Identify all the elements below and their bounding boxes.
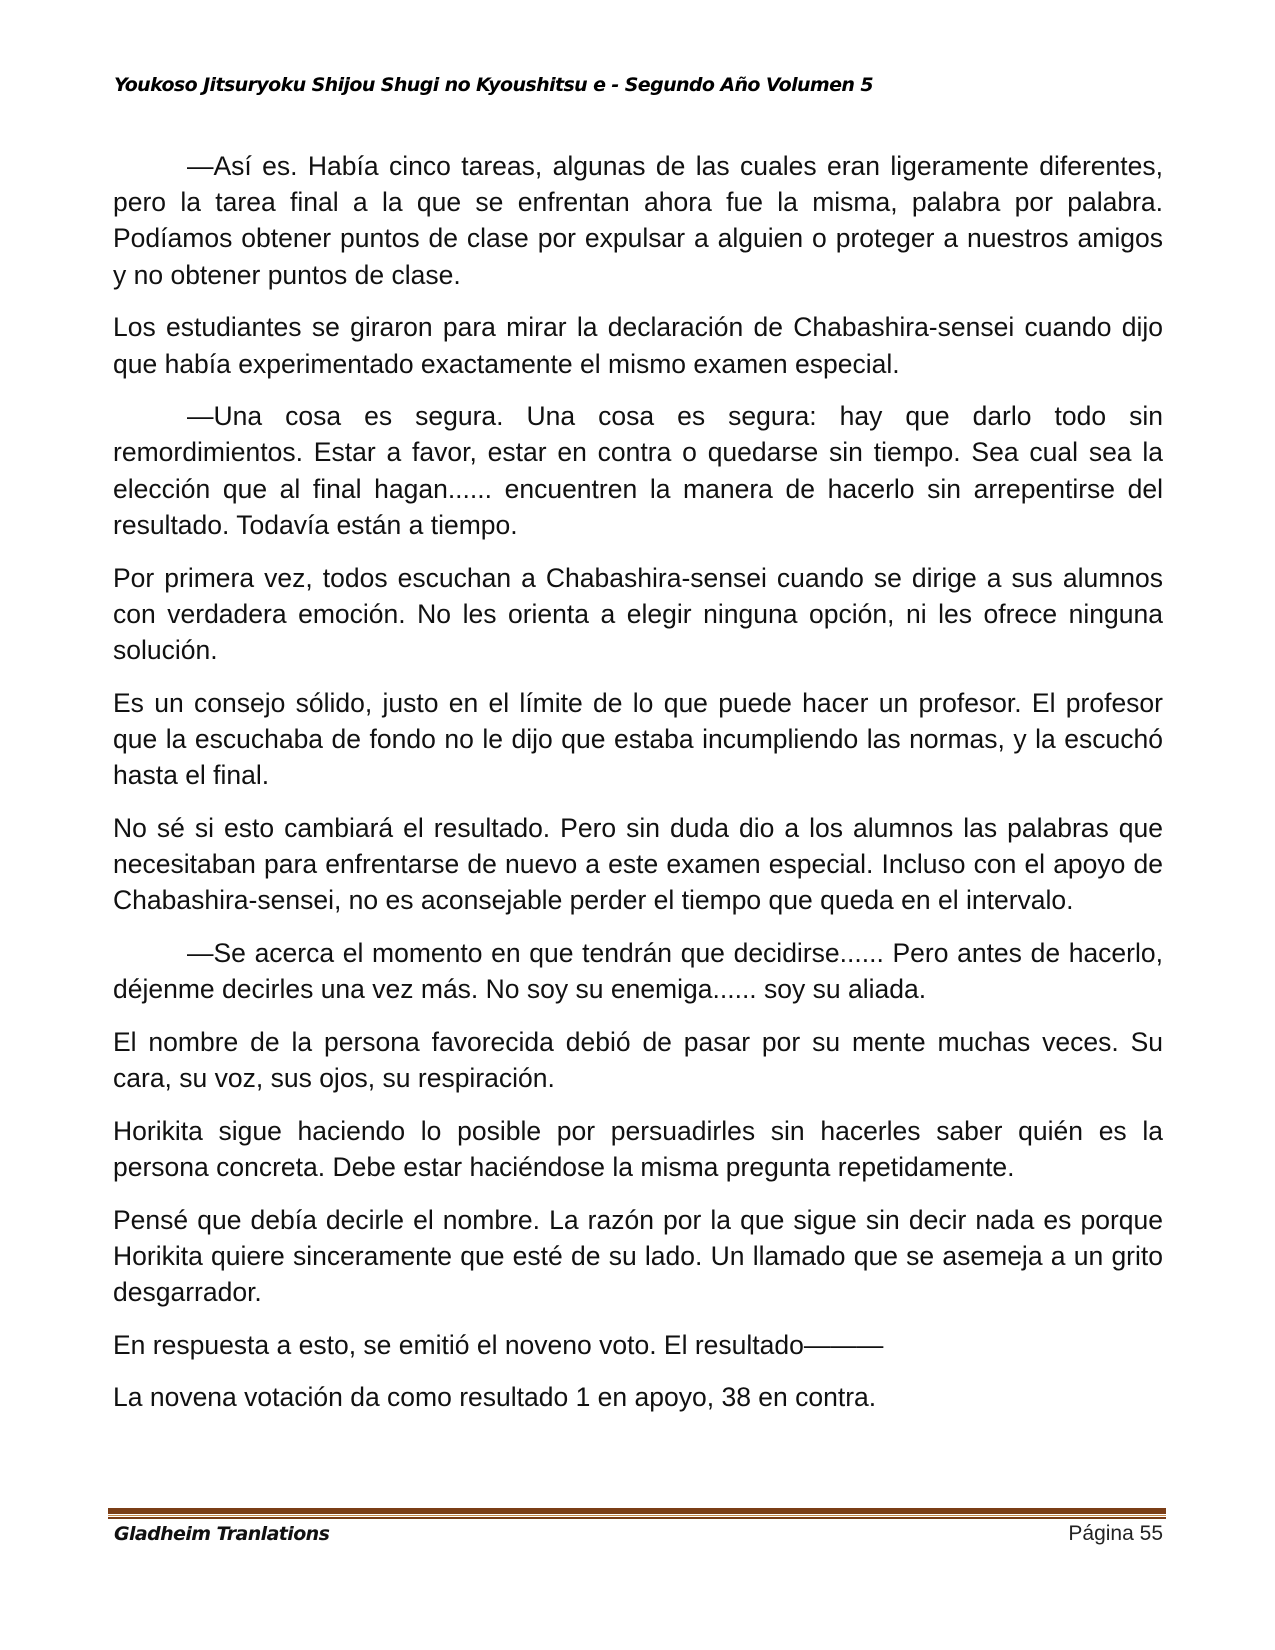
paragraph: Los estudiantes se giraron para mirar la declaración de Chabashira-sensei cuando dijo que había experimentado exactamente el mismo examen especial. <box>113 312 1163 379</box>
page-number-value: 55 <box>1139 1522 1163 1545</box>
paragraph: Es un consejo sólido, justo en el límite de lo que puede hacer un profesor. El profesor que la escuchaba de fondo no le dijo que estaba incumpliendo las normas, y la escuchó hasta el final. <box>113 687 1163 791</box>
paragraph: —Se acerca el momento en que tendrán que decidirse...... Pero antes de hacerlo, déjenme decirles una vez más. No soy su enemiga...... soy su aliada. <box>113 937 1163 1005</box>
paragraph: —Así es. Había cinco tareas, algunas de las cuales eran ligeramente diferentes, pero la tarea final a la que se enfrentan ahora fue la misma, palabra por palabra. Podíamos obtener puntos de clase por expulsar a alguien o proteger a nuestros amigos y no obtener puntos de clase. <box>113 151 1163 290</box>
page-label: Página <box>1068 1522 1134 1545</box>
page-body <box>113 148 1163 1432</box>
paragraph: El nombre de la persona favorecida debió de pasar por su mente muchas veces. Su cara, su voz, sus ojos, su respiración. <box>113 1026 1163 1093</box>
footer-rule-highlight <box>108 1515 1166 1516</box>
footer-rule <box>108 1508 1166 1514</box>
paragraph: Horikita sigue haciendo lo posible por persuadirles sin hacerles saber quién es la persona concreta. Debe estar haciéndose la misma pregunta repetidamente. <box>113 1115 1163 1182</box>
footer-publisher: Gladheim Tranlations <box>114 1523 330 1545</box>
paragraph: En respuesta a esto, se emitió el noveno voto. El resultado——— <box>113 1329 884 1360</box>
paragraph: Por primera vez, todos escuchan a Chabashira-sensei cuando se dirige a sus alumnos con verdadera emoción. No les orienta a elegir ninguna opción, ni les ofrece ninguna solución. <box>113 562 1163 665</box>
paragraph: No sé si esto cambiará el resultado. Pero sin duda dio a los alumnos las palabras que necesitaban para enfrentarse de nuevo a este examen especial. Incluso con el apoyo de Chabashira-sensei, no es aconsejable perder el tiempo que queda en el intervalo. <box>113 812 1163 916</box>
paragraph: La novena votación da como resultado 1 en apoyo, 38 en contra. <box>113 1382 877 1413</box>
footer-rule-thin <box>108 1517 1166 1519</box>
paragraph: Pensé que debía decirle el nombre. La razón por la que sigue sin decir nada es porque Horikita quiere sinceramente que esté de su lado. Un llamado que se asemeja a un grito desgarrador. <box>113 1204 1163 1307</box>
running-header: Youkoso Jitsuryoku Shijou Shugi no Kyoushitsu e - Segundo Año Volumen 5 <box>114 74 873 96</box>
paragraph: —Una cosa es segura. Una cosa es segura: hay que darlo todo sin remordimientos. Estar a favor, estar en contra o quedarse sin tiempo. Sea cual sea la elección que al final hagan...... encuentren la manera de hacerlo sin arrepentirse del resultado. Todavía están a tiempo. <box>113 401 1163 540</box>
page-number <box>1068 1522 1163 1546</box>
